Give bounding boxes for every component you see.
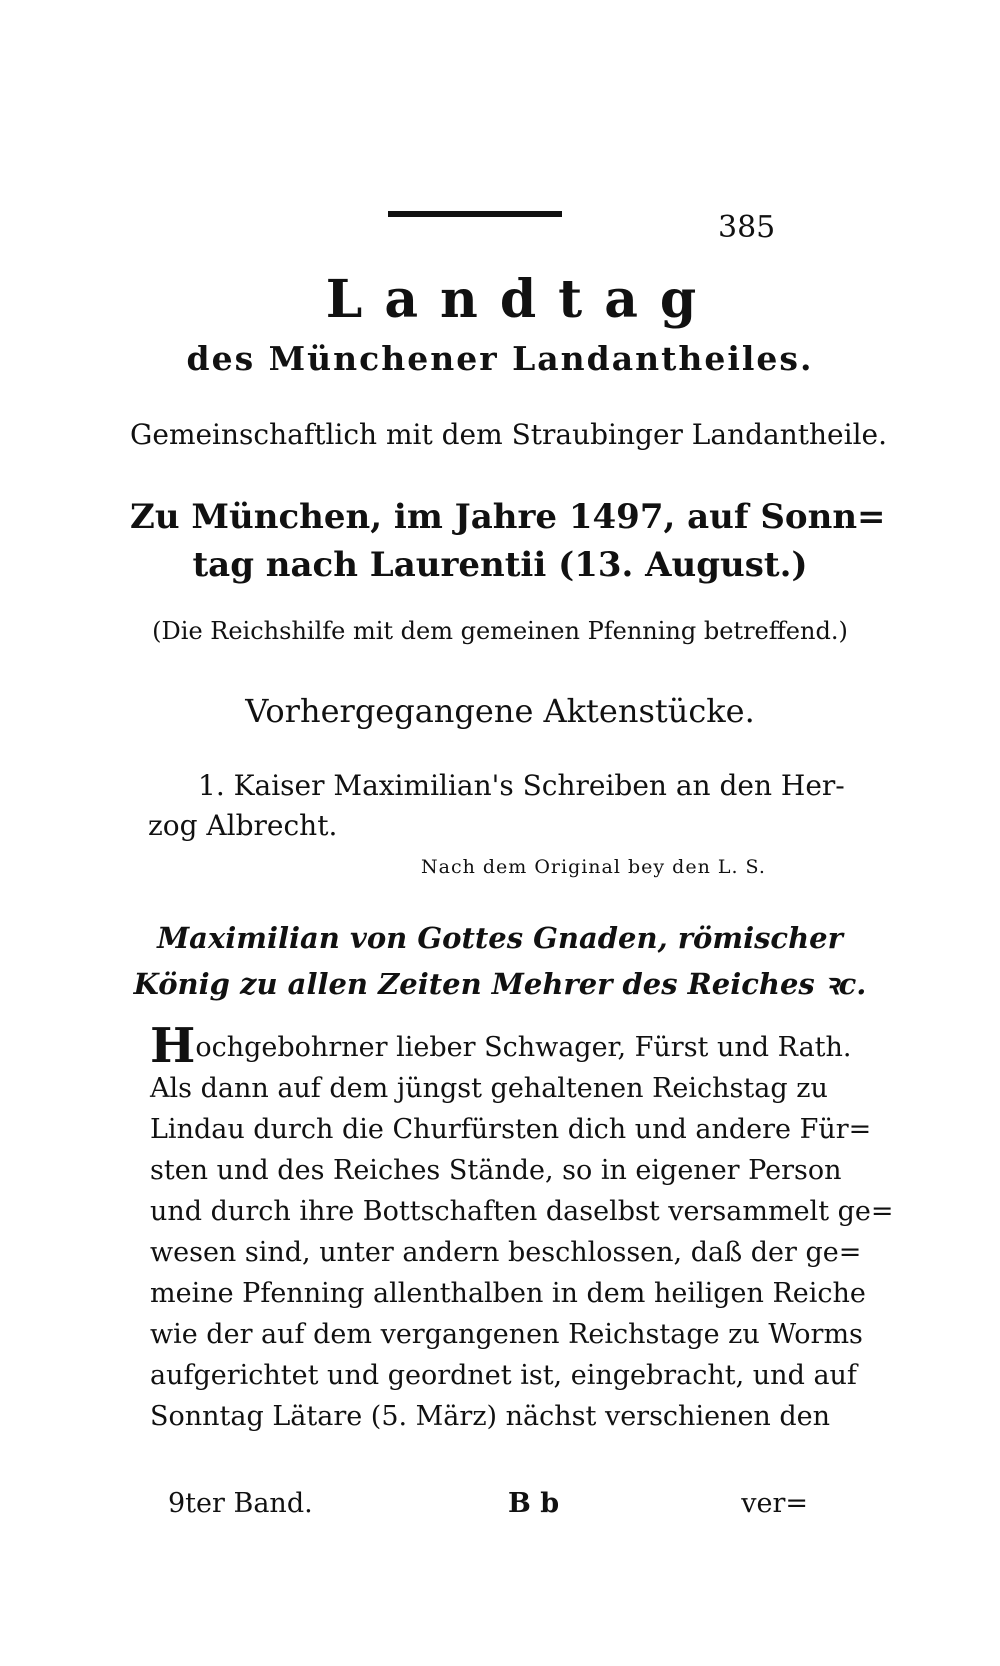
body-line-2: Als dann auf dem jüngst gehaltenen Reichstag zu [150,1073,828,1104]
section-heading: Vorhergegangene Aktenstücke. [245,692,755,730]
body-line-9: aufgerichtet und geordnet ist, eingebracht, und auf [150,1360,857,1391]
page-number: 385 [718,210,776,245]
body-line-5: und durch ihre Bottschaften daselbst versammelt ge= [150,1196,894,1227]
body-line-6: wesen sind, unter andern beschlossen, daß der ge= [150,1237,862,1268]
place-date-line-2: tag nach Laurentii (13. August.) [192,545,808,585]
body-line-4: sten und des Reiches Stände, so in eigener Person [150,1155,842,1186]
catchword: ver= [741,1488,808,1519]
subject-line: (Die Reichshilfe mit dem gemeinen Pfenning betreffend.) [152,617,848,645]
body-line-1 [150,1018,852,1074]
volume-label: 9ter Band. [168,1488,313,1519]
salutation-line-1: Maximilian von Gottes Gnaden, römischer [157,921,843,955]
item-heading-line-2: zog Albrecht. [148,809,338,842]
letter-body [150,1018,894,1437]
source-note: Nach dem Original bey den L. S. [421,856,766,878]
signature-mark: B b [508,1488,560,1519]
body-line-8: wie der auf dem vergangenen Reichstage zu Worms [150,1319,863,1350]
body-line-3: Lindau durch die Churfürsten dich und andere Für= [150,1114,872,1145]
page-subtitle: des Münchener Landantheiles. [186,339,814,378]
joint-line: Gemeinschaftlich mit dem Straubinger Landantheile. [130,418,888,451]
document-item-heading [148,766,845,846]
page-title: Landtag [325,269,719,330]
drop-cap: H [150,1018,196,1074]
item-heading-line-1: 1. Kaiser Maximilian's Schreiben an den Her- [198,769,845,802]
header-rule [388,211,562,217]
page-footer [168,1484,808,1524]
body-line-1-text: ochgebohrner lieber Schwager, Fürst und Rath. [195,1032,852,1063]
body-line-7: meine Pfenning allenthalben in dem heiligen Reiche [150,1278,866,1309]
body-line-10: Sonntag Lätare (5. März) nächst verschienen den [150,1401,831,1432]
place-date-line-1: Zu München, im Jahre 1497, auf Sonn= [130,497,886,537]
salutation-line-2: König zu allen Zeiten Mehrer des Reiches ꝛc. [133,967,867,1001]
